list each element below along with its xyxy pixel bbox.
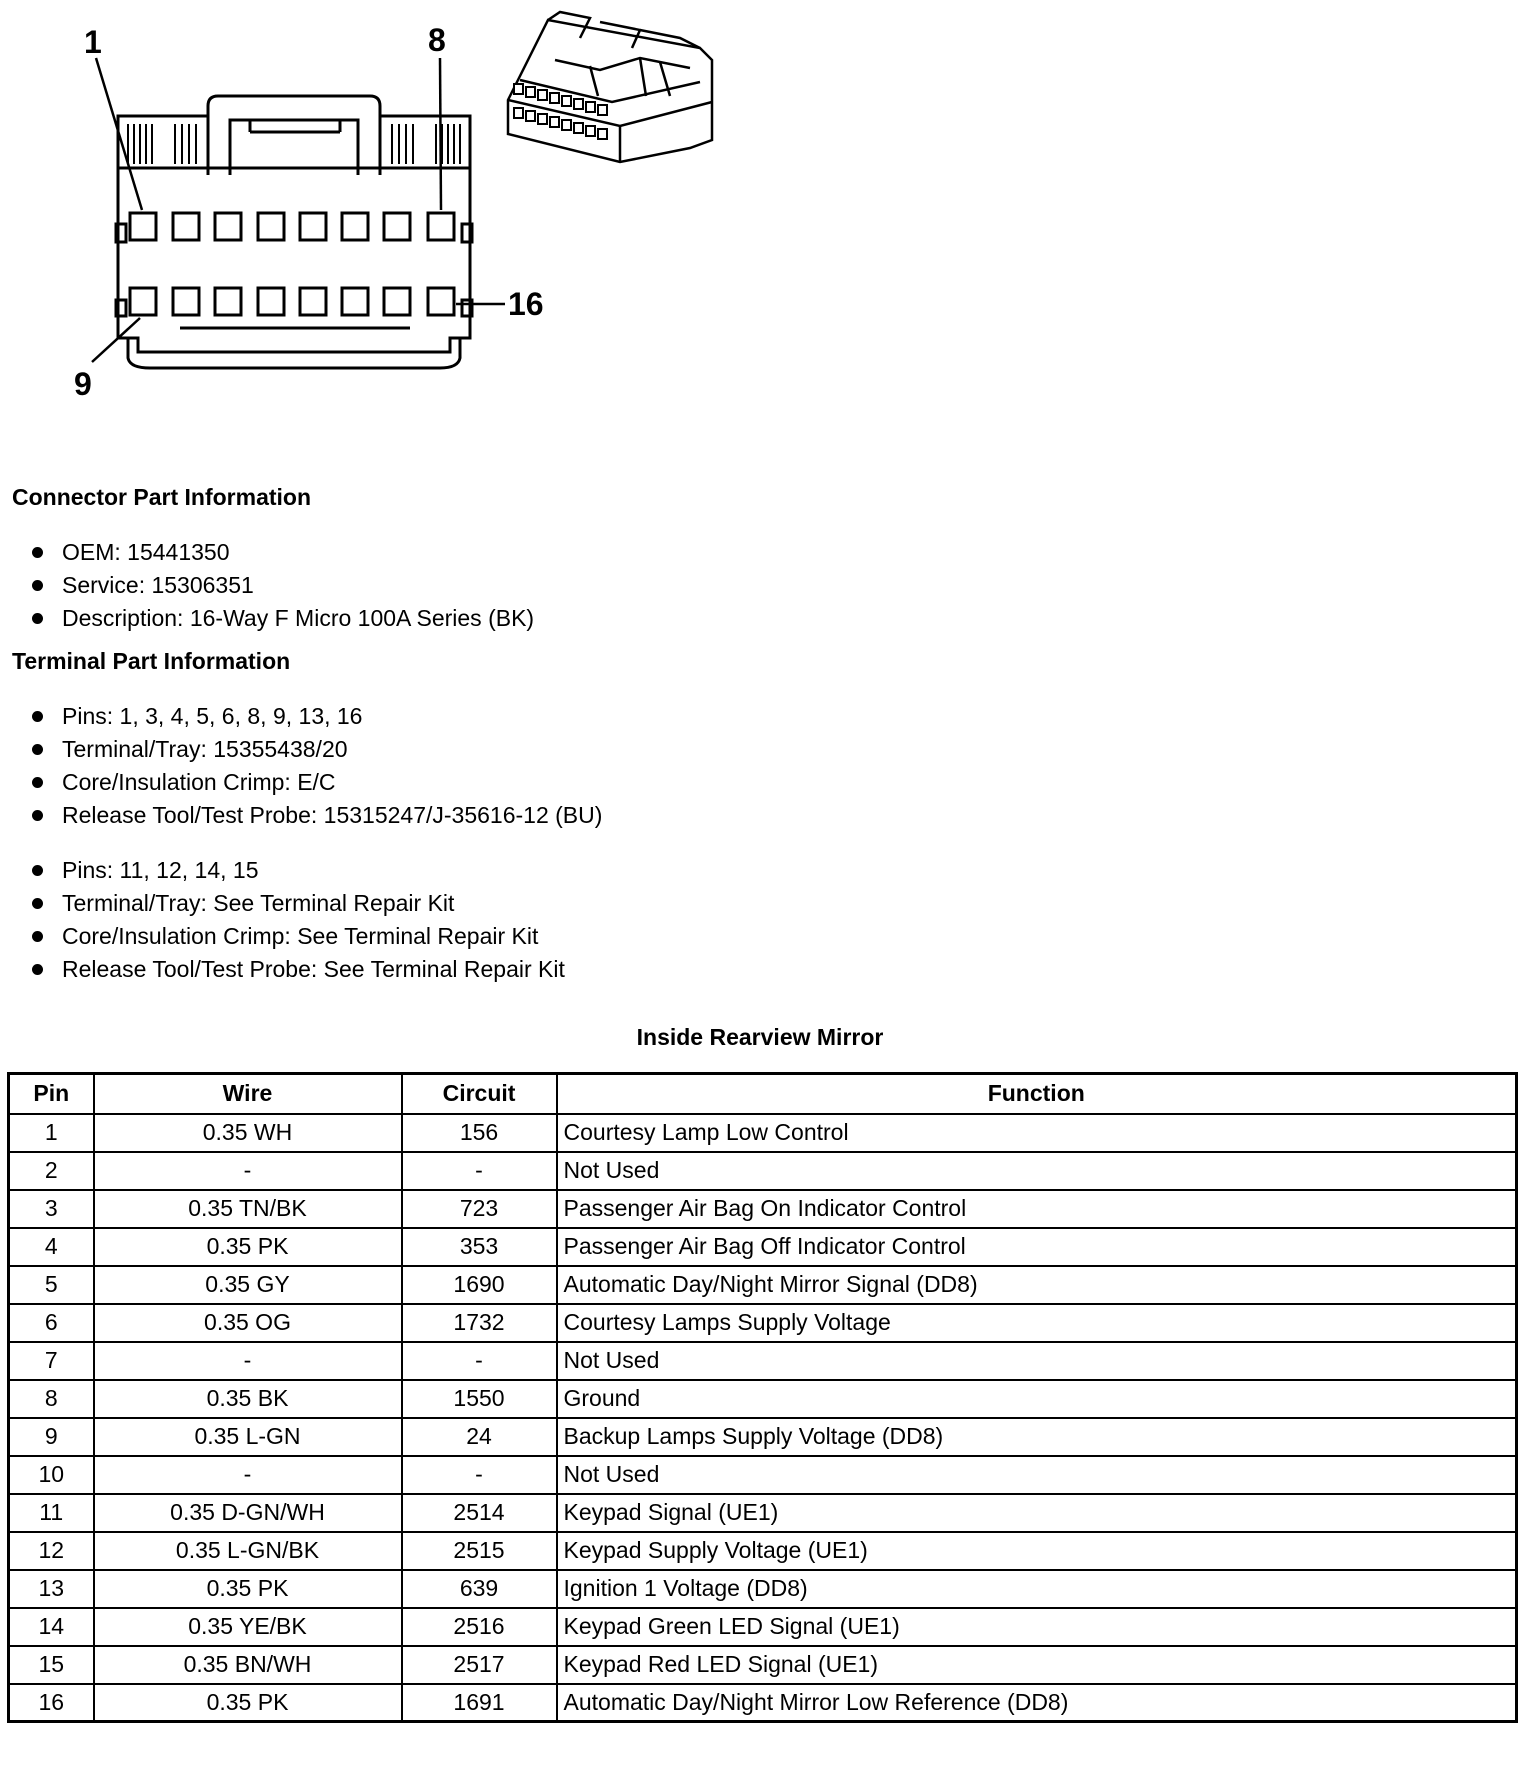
- pin-cell: 7: [9, 1342, 94, 1380]
- wire-cell: 0.35 PK: [94, 1570, 402, 1608]
- circuit-cell: 24: [402, 1418, 557, 1456]
- pin-cell: 14: [9, 1608, 94, 1646]
- wire-cell: 0.35 PK: [94, 1228, 402, 1266]
- pin-cell: 2: [9, 1152, 94, 1190]
- function-cell: Not Used: [557, 1342, 1517, 1380]
- wire-cell: 0.35 PK: [94, 1684, 402, 1722]
- table-row: [9, 1608, 1517, 1646]
- function-cell: Automatic Day/Night Mirror Low Reference (DD8): [557, 1684, 1517, 1722]
- circuit-cell: 353: [402, 1228, 557, 1266]
- table-row: [9, 1570, 1517, 1608]
- table-row: [9, 1532, 1517, 1570]
- pin-cell: 10: [9, 1456, 94, 1494]
- circuit-cell: 1550: [402, 1380, 557, 1418]
- circuit-cell: 156: [402, 1114, 557, 1152]
- pin-cell: 6: [9, 1304, 94, 1342]
- header-function: Function: [557, 1074, 1517, 1114]
- list-item: Pins: 11, 12, 14, 15: [30, 854, 565, 887]
- wire-cell: 0.35 BK: [94, 1380, 402, 1418]
- table-row: [9, 1266, 1517, 1304]
- table-row: [9, 1342, 1517, 1380]
- circuit-cell: 1690: [402, 1266, 557, 1304]
- circuit-cell: -: [402, 1152, 557, 1190]
- circuit-cell: 639: [402, 1570, 557, 1608]
- function-cell: Courtesy Lamp Low Control: [557, 1114, 1517, 1152]
- function-cell: Ground: [557, 1380, 1517, 1418]
- list-item: Pins: 1, 3, 4, 5, 6, 8, 9, 13, 16: [30, 700, 602, 733]
- function-cell: Passenger Air Bag Off Indicator Control: [557, 1228, 1517, 1266]
- connector-part-heading: Connector Part Information: [12, 484, 312, 510]
- wire-cell: 0.35 TN/BK: [94, 1190, 402, 1228]
- pin-cell: 8: [9, 1380, 94, 1418]
- pin-cell: 1: [9, 1114, 94, 1152]
- list-item: OEM: 15441350: [30, 536, 534, 569]
- pin-cell: 15: [9, 1646, 94, 1684]
- circuit-cell: 1691: [402, 1684, 557, 1722]
- table-row: [9, 1228, 1517, 1266]
- table-row: [9, 1494, 1517, 1532]
- wire-cell: -: [94, 1342, 402, 1380]
- callout-pin-9: 9: [74, 366, 92, 402]
- list-item: Service: 15306351: [30, 569, 534, 602]
- wire-cell: 0.35 BN/WH: [94, 1646, 402, 1684]
- list-item: Release Tool/Test Probe: 15315247/J-35616-12 (BU): [30, 799, 602, 832]
- pin-cell: 3: [9, 1190, 94, 1228]
- list-item: Terminal/Tray: See Terminal Repair Kit: [30, 887, 565, 920]
- table-row: [9, 1380, 1517, 1418]
- connector-face-drawing: [0, 0, 760, 430]
- cavity-row-top: [130, 213, 454, 240]
- circuit-cell: 2514: [402, 1494, 557, 1532]
- wire-cell: -: [94, 1456, 402, 1494]
- callout-pin-1: 1: [84, 24, 102, 60]
- circuit-cell: 1732: [402, 1304, 557, 1342]
- terminal-part-heading: Terminal Part Information: [12, 648, 291, 674]
- table-row: [9, 1304, 1517, 1342]
- function-cell: Keypad Signal (UE1): [557, 1494, 1517, 1532]
- pinout-table: [7, 1072, 1518, 1723]
- table-row: [9, 1418, 1517, 1456]
- function-cell: Keypad Green LED Signal (UE1): [557, 1608, 1517, 1646]
- function-cell: Ignition 1 Voltage (DD8): [557, 1570, 1517, 1608]
- wire-cell: 0.35 L-GN: [94, 1418, 402, 1456]
- cavity-row-bottom: [130, 288, 454, 315]
- header-wire: Wire: [94, 1074, 402, 1114]
- terminal-part-list-2: [30, 854, 565, 986]
- pin-cell: 12: [9, 1532, 94, 1570]
- wire-cell: -: [94, 1152, 402, 1190]
- list-item: Core/Insulation Crimp: E/C: [30, 766, 602, 799]
- function-cell: Passenger Air Bag On Indicator Control: [557, 1190, 1517, 1228]
- connector-diagram: [0, 0, 760, 430]
- circuit-cell: 2516: [402, 1608, 557, 1646]
- table-header-row: [9, 1074, 1517, 1114]
- pin-cell: 9: [9, 1418, 94, 1456]
- callout-pin-16: 16: [508, 286, 544, 322]
- pin-cell: 16: [9, 1684, 94, 1722]
- callout-pin-8: 8: [428, 22, 446, 58]
- circuit-cell: 2517: [402, 1646, 557, 1684]
- circuit-cell: 2515: [402, 1532, 557, 1570]
- pin-cell: 13: [9, 1570, 94, 1608]
- wire-cell: 0.35 L-GN/BK: [94, 1532, 402, 1570]
- circuit-cell: -: [402, 1456, 557, 1494]
- function-cell: Courtesy Lamps Supply Voltage: [557, 1304, 1517, 1342]
- table-row: [9, 1456, 1517, 1494]
- circuit-cell: 723: [402, 1190, 557, 1228]
- table-body: [9, 1114, 1517, 1722]
- pin-cell: 11: [9, 1494, 94, 1532]
- wire-cell: 0.35 WH: [94, 1114, 402, 1152]
- table-title: Inside Rearview Mirror: [636, 1024, 884, 1050]
- function-cell: Keypad Supply Voltage (UE1): [557, 1532, 1517, 1570]
- connector-part-list: [30, 536, 534, 635]
- connector-iso-view: [508, 12, 712, 162]
- pin-cell: 5: [9, 1266, 94, 1304]
- header-pin: Pin: [9, 1074, 94, 1114]
- function-cell: Not Used: [557, 1456, 1517, 1494]
- terminal-part-list-1: [30, 700, 602, 832]
- function-cell: Keypad Red LED Signal (UE1): [557, 1646, 1517, 1684]
- table-row: [9, 1114, 1517, 1152]
- table-row: [9, 1190, 1517, 1228]
- list-item: Terminal/Tray: 15355438/20: [30, 733, 602, 766]
- header-circuit: Circuit: [402, 1074, 557, 1114]
- wire-cell: 0.35 D-GN/WH: [94, 1494, 402, 1532]
- function-cell: Backup Lamps Supply Voltage (DD8): [557, 1418, 1517, 1456]
- wire-cell: 0.35 YE/BK: [94, 1608, 402, 1646]
- table-row: [9, 1152, 1517, 1190]
- pin-cell: 4: [9, 1228, 94, 1266]
- function-cell: Not Used: [557, 1152, 1517, 1190]
- wire-cell: 0.35 GY: [94, 1266, 402, 1304]
- wire-cell: 0.35 OG: [94, 1304, 402, 1342]
- table-row: [9, 1646, 1517, 1684]
- circuit-cell: -: [402, 1342, 557, 1380]
- list-item: Description: 16-Way F Micro 100A Series (BK): [30, 602, 534, 635]
- list-item: Release Tool/Test Probe: See Terminal Repair Kit: [30, 953, 565, 986]
- table-row: [9, 1684, 1517, 1722]
- list-item: Core/Insulation Crimp: See Terminal Repair Kit: [30, 920, 565, 953]
- function-cell: Automatic Day/Night Mirror Signal (DD8): [557, 1266, 1517, 1304]
